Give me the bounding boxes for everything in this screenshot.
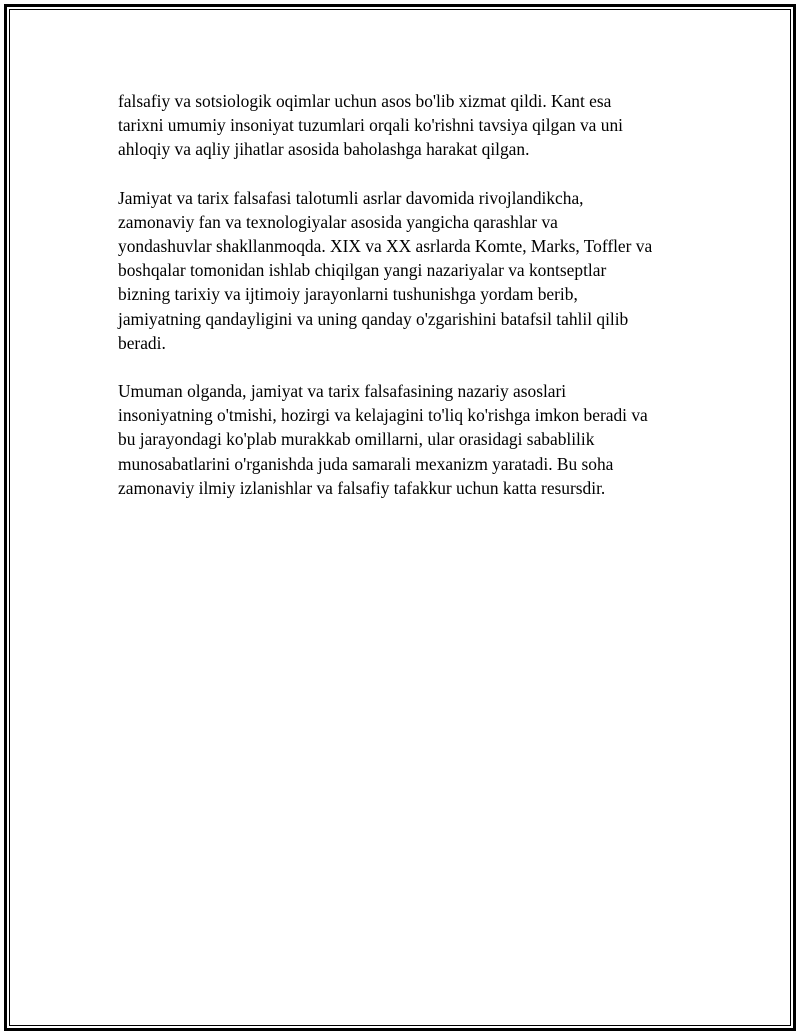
text-line: yondashuvlar shakllanmoqda. XIX va XX asrlarda Komte, Marks, Toffler va bbox=[118, 236, 653, 257]
text-line: zamonaviy fan va texnologiyalar asosida yangicha qarashlar va bbox=[118, 211, 558, 232]
text-line: Umuman olganda, jamiyat va tarix falsafasining nazariy asoslari bbox=[118, 381, 567, 402]
text-line: boshqalar tomonidan ishlab chiqilgan yangi nazariyalar va kontseptlar bbox=[118, 260, 607, 281]
paragraph-1 bbox=[118, 89, 718, 162]
text-line: Jamiyat va tarix falsafasi talotumli asrlar davomida rivojlandikcha, bbox=[118, 187, 584, 208]
text-line: munosabatlarini o'rganishda juda samarali mexanizm yaratadi. Bu soha bbox=[118, 453, 614, 474]
text-line: bizning tarixiy va ijtimoiy jarayonlarni tushunishga yordam berib, bbox=[118, 284, 578, 305]
text-line: tarixni umumiy insoniyat tuzumlari orqali ko'rishni tavsiya qilgan va uni bbox=[118, 115, 623, 136]
text-line: beradi. bbox=[118, 332, 166, 353]
text-line: falsafiy va sotsiologik oqimlar uchun asos bo'lib xizmat qildi. Kant esa bbox=[118, 91, 612, 111]
text-line: zamonaviy ilmiy izlanishlar va falsafiy tafakkur uchun katta resursdir. bbox=[118, 477, 606, 498]
document-body bbox=[118, 89, 718, 524]
text-line: insoniyatning o'tmishi, hozirgi va kelajagini to'liq ko'rishga imkon beradi va bbox=[118, 405, 648, 426]
paragraph-3 bbox=[118, 379, 718, 500]
paragraph-2 bbox=[118, 186, 718, 355]
text-line: ahloqiy va aqliy jihatlar asosida baholashga harakat qilgan. bbox=[118, 139, 530, 160]
text-line: jamiyatning qandayligini va uning qanday o'zgarishini batafsil tahlil qilib bbox=[118, 308, 629, 329]
text-line: bu jarayondagi ko'plab murakkab omillarni, ular orasidagi sabablilik bbox=[118, 429, 595, 450]
